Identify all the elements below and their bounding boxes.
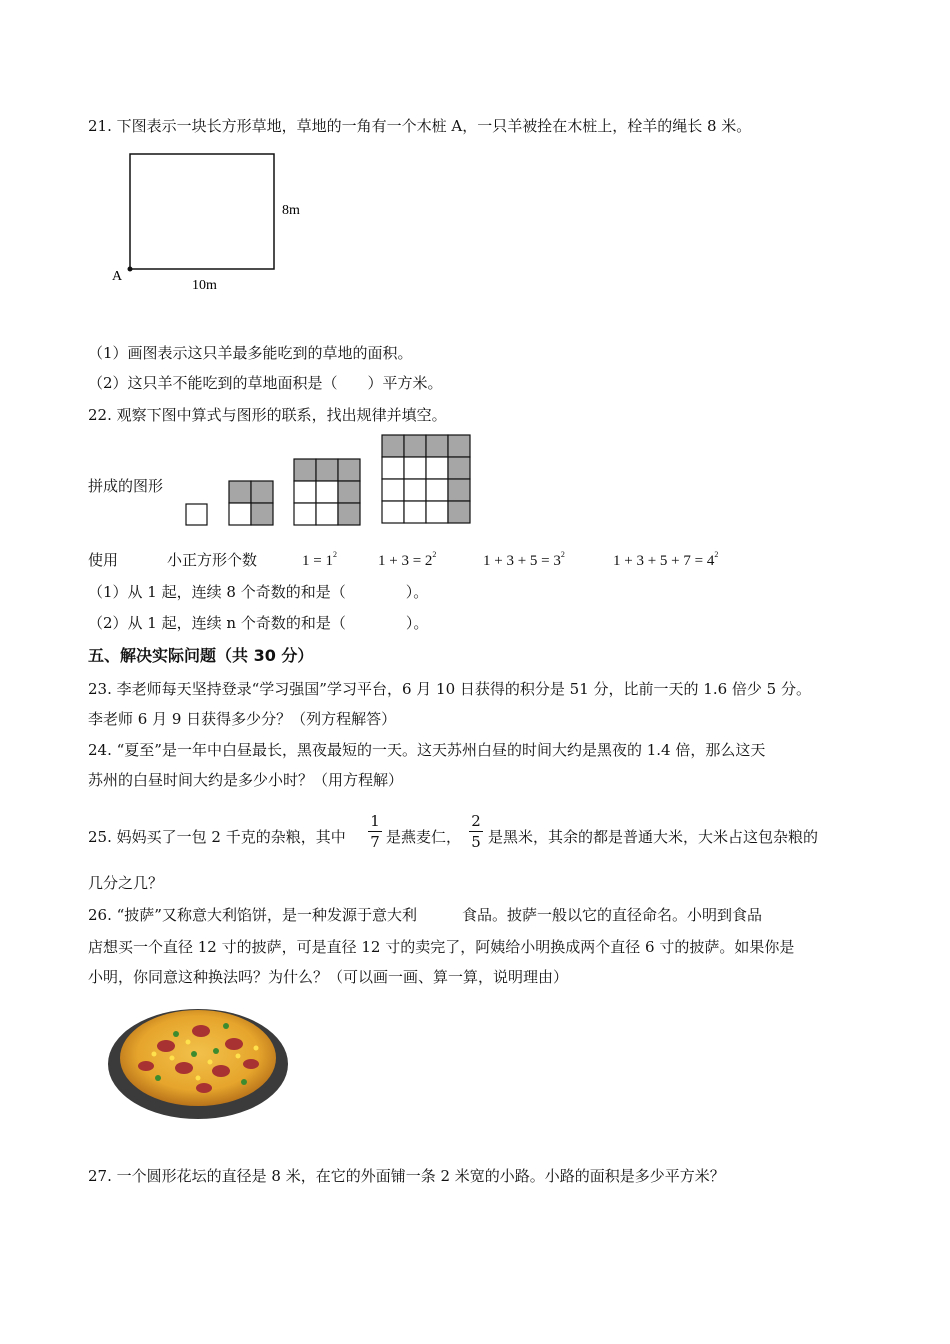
q25-part3: 是黑米，其余的都是普通大米，大米占这包杂粮的 bbox=[488, 828, 819, 846]
section-5-title: 五、解决实际问题（共 30 分） bbox=[88, 646, 314, 665]
q23-line2: 李老师 6 月 9 日获得多少分？（列方程解答） bbox=[88, 710, 397, 728]
pizza-image bbox=[106, 996, 290, 1122]
square-figure-2 bbox=[229, 481, 273, 525]
width-label: 10m bbox=[192, 278, 217, 293]
q26-line2: 店想买一个直径 12 寸的披萨，可是直径 12 寸的卖完了，阿姨给小明换成两个直径 6 寸的披萨。如果你是 bbox=[88, 938, 795, 956]
equation-4 bbox=[613, 550, 718, 570]
equation-2 bbox=[378, 550, 436, 570]
equation-1-exp: 2 bbox=[332, 550, 337, 559]
q22-figure-label: 拼成的图形 bbox=[88, 477, 164, 495]
frac2-denominator: 5 bbox=[471, 833, 481, 851]
q24-line2: 苏州的白昼时间大约是多少小时？（用方程解） bbox=[88, 771, 404, 789]
q26-line3: 小明，你同意这种换法吗？为什么？（可以画一画、算一算，说明理由） bbox=[88, 968, 569, 986]
q21-sub1: （1）画图表示这只羊最多能吃到的草地的面积。 bbox=[88, 344, 413, 362]
q22-text: 22. 观察下图中算式与图形的联系，找出规律并填空。 bbox=[88, 406, 447, 424]
fraction-two-fifths bbox=[469, 812, 483, 851]
q27-text: 27. 一个圆形花坛的直径是 8 米，在它的外面铺一条 2 米宽的小路。小路的面积是多少平方米？ bbox=[88, 1167, 725, 1185]
q22-sub1: （1）从 1 起，连续 8 个奇数的和是（ ）。 bbox=[88, 583, 429, 601]
square-figure-1 bbox=[186, 504, 207, 525]
square-figure-4 bbox=[382, 435, 470, 523]
q22-sub2: （2）从 1 起，连续 n 个奇数的和是（ ）。 bbox=[88, 614, 429, 632]
q26-line1: 26. “披萨”又称意大利馅饼，是一种发源于意大利 食品。披萨一般以它的直径命名。小明到食品 bbox=[88, 906, 762, 924]
frac1-denominator: 7 bbox=[370, 833, 380, 851]
q25-line2: 几分之几？ bbox=[88, 874, 164, 892]
equation-3 bbox=[483, 550, 565, 570]
q25-part1: 25. 妈妈买了一包 2 千克的杂粮，其中 bbox=[88, 828, 346, 846]
stake-point bbox=[128, 267, 133, 272]
q21-text: 21. 下图表示一块长方形草地，草地的一角有一个木桩 A，一只羊被拴在木桩上，栓羊的绳长 8 米。 bbox=[88, 117, 752, 135]
q22-count-label: 小正方形个数 bbox=[167, 551, 258, 569]
frac1-numerator: 1 bbox=[370, 812, 380, 830]
q25-part2: 是燕麦仁， bbox=[386, 828, 462, 846]
q21-sub2: （2）这只羊不能吃到的草地面积是（ ）平方米。 bbox=[88, 374, 443, 392]
q21-figure bbox=[100, 146, 320, 296]
equation-3-exp: 2 bbox=[560, 550, 565, 559]
equation-3-lhs: 1 + 3 + 5 = 3 bbox=[483, 553, 561, 569]
height-label: 8m bbox=[282, 203, 300, 218]
equation-2-exp: 2 bbox=[432, 550, 437, 559]
equation-4-exp: 2 bbox=[714, 550, 719, 559]
q22-figures bbox=[180, 430, 480, 530]
equation-4-lhs: 1 + 3 + 5 + 7 = 4 bbox=[613, 553, 715, 569]
fraction-one-seventh bbox=[368, 812, 382, 851]
equation-1 bbox=[302, 550, 337, 570]
frac2-numerator: 2 bbox=[471, 812, 481, 830]
stake-label: A bbox=[112, 269, 123, 284]
q23-line1: 23. 李老师每天坚持登录“学习强国”学习平台，6 月 10 日获得的积分是 51 分，比前一天的 1.6 倍少 5 分。 bbox=[88, 680, 811, 698]
square-figure-3 bbox=[294, 459, 360, 525]
grass-rectangle bbox=[130, 154, 274, 269]
pizza-crust bbox=[120, 1010, 276, 1106]
equation-2-lhs: 1 + 3 = 2 bbox=[378, 553, 433, 569]
q22-use-label: 使用 bbox=[88, 551, 119, 569]
equation-1-lhs: 1 = 1 bbox=[302, 553, 333, 569]
q24-line1: 24. “夏至”是一年中白昼最长，黑夜最短的一天。这天苏州白昼的时间大约是黑夜的 1.4 倍，那么这天 bbox=[88, 741, 766, 759]
